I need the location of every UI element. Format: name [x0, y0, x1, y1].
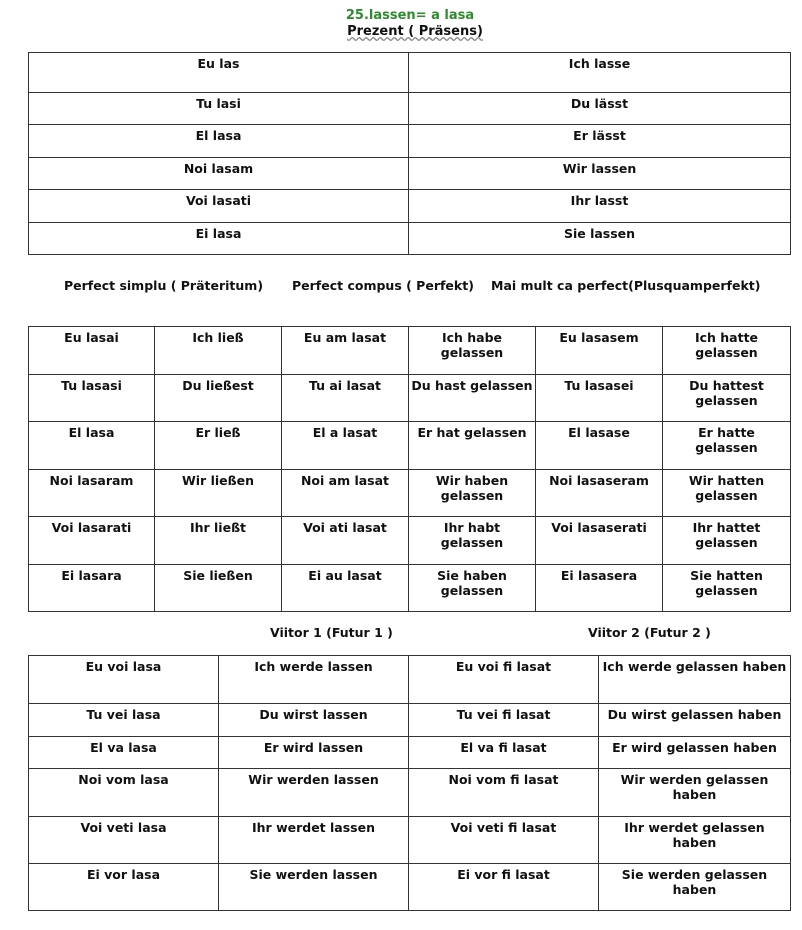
future-cell: Du wirst gelassen haben: [599, 704, 791, 737]
future-table: [28, 655, 791, 911]
present-ro-4: Noi lasam: [29, 158, 409, 190]
past-cell: Noi lasaseram: [536, 470, 663, 517]
past-cell: El lasase: [536, 422, 663, 470]
future-cell: Eu voi lasa: [29, 656, 219, 704]
present-ro-6: Ei lasa: [29, 223, 409, 255]
past-cell: Sie haben gelassen: [409, 565, 536, 612]
present-ro-1: Eu las: [29, 53, 409, 93]
past-cell: Sie ließen: [155, 565, 282, 612]
past-cell: Voi lasaserati: [536, 517, 663, 565]
past-cell: Ei lasasera: [536, 565, 663, 612]
past-cell: Er ließ: [155, 422, 282, 470]
present-ro-5: Voi lasati: [29, 190, 409, 223]
present-table: [28, 52, 791, 255]
present-ro-3: El lasa: [29, 125, 409, 158]
future-cell: Wir werden lassen: [219, 769, 409, 817]
past-cell: Sie hatten gelassen: [663, 565, 791, 612]
past-cell: Er hat gelassen: [409, 422, 536, 470]
present-de-6: Sie lassen: [409, 223, 791, 255]
past-cell: Voi lasarati: [29, 517, 155, 565]
present-de-3: Er lässt: [409, 125, 791, 158]
future-cell: Ei vor lasa: [29, 864, 219, 911]
future-cell: Ihr werdet lassen: [219, 817, 409, 864]
past-cell: Tu lasasi: [29, 375, 155, 422]
future-cell: Ei vor fi lasat: [409, 864, 599, 911]
futur1-heading: Viitor 1 (Futur 1 ): [270, 625, 393, 640]
past-cell: Du hast gelassen: [409, 375, 536, 422]
future-cell: Ich werde gelassen haben: [599, 656, 791, 704]
future-cell: El va fi lasat: [409, 737, 599, 769]
future-cell: Tu vei fi lasat: [409, 704, 599, 737]
past-cell: Ihr ließt: [155, 517, 282, 565]
present-de-5: Ihr lasst: [409, 190, 791, 223]
future-cell: Du wirst lassen: [219, 704, 409, 737]
past-tenses-table: [28, 326, 791, 612]
past-cell: Noi am lasat: [282, 470, 409, 517]
present-heading: Prezent ( Präsens): [347, 24, 483, 39]
future-cell: Er wird lassen: [219, 737, 409, 769]
past-cell: Wir hatten gelassen: [663, 470, 791, 517]
future-cell: Sie werden lassen: [219, 864, 409, 911]
past-cell: Ei au lasat: [282, 565, 409, 612]
future-cell: Noi vom fi lasat: [409, 769, 599, 817]
present-de-1: Ich lasse: [409, 53, 791, 93]
past-cell: Ihr hattet gelassen: [663, 517, 791, 565]
perfect-heading: Perfect compus ( Perfekt): [292, 278, 474, 293]
past-cell: El a lasat: [282, 422, 409, 470]
past-cell: Eu lasasem: [536, 327, 663, 375]
preterite-heading: Perfect simplu ( Präteritum): [64, 278, 264, 293]
past-cell: Ihr habt gelassen: [409, 517, 536, 565]
future-cell: Noi vom lasa: [29, 769, 219, 817]
pluperfect-heading: Mai mult ca perfect(Plusquamperfekt): [491, 278, 761, 293]
past-cell: Wir haben gelassen: [409, 470, 536, 517]
past-cell: Noi lasaram: [29, 470, 155, 517]
present-de-2: Du lässt: [409, 93, 791, 125]
past-cell: Ich ließ: [155, 327, 282, 375]
past-cell: Tu lasasei: [536, 375, 663, 422]
past-cell: Du ließest: [155, 375, 282, 422]
past-cell: Ich habe gelassen: [409, 327, 536, 375]
past-cell: El lasa: [29, 422, 155, 470]
present-ro-2: Tu lasi: [29, 93, 409, 125]
past-cell: Er hatte gelassen: [663, 422, 791, 470]
page-title: 25.lassen= a lasa: [345, 8, 475, 23]
past-cell: Du hattest gelassen: [663, 375, 791, 422]
future-cell: Ihr werdet gelassen haben: [599, 817, 791, 864]
past-cell: Voi ati lasat: [282, 517, 409, 565]
future-cell: Er wird gelassen haben: [599, 737, 791, 769]
future-cell: Ich werde lassen: [219, 656, 409, 704]
future-cell: Voi veti fi lasat: [409, 817, 599, 864]
future-cell: Voi veti lasa: [29, 817, 219, 864]
past-cell: Eu lasai: [29, 327, 155, 375]
future-cell: Tu vei lasa: [29, 704, 219, 737]
futur2-heading: Viitor 2 (Futur 2 ): [588, 625, 711, 640]
past-cell: Tu ai lasat: [282, 375, 409, 422]
future-cell: Eu voi fi lasat: [409, 656, 599, 704]
past-cell: Ich hatte gelassen: [663, 327, 791, 375]
past-cell: Ei lasara: [29, 565, 155, 612]
future-cell: Sie werden gelassen haben: [599, 864, 791, 911]
future-cell: El va lasa: [29, 737, 219, 769]
section-title-present: [0, 24, 802, 39]
present-de-4: Wir lassen: [409, 158, 791, 190]
future-cell: Wir werden gelassen haben: [599, 769, 791, 817]
past-cell: Eu am lasat: [282, 327, 409, 375]
past-cell: Wir ließen: [155, 470, 282, 517]
